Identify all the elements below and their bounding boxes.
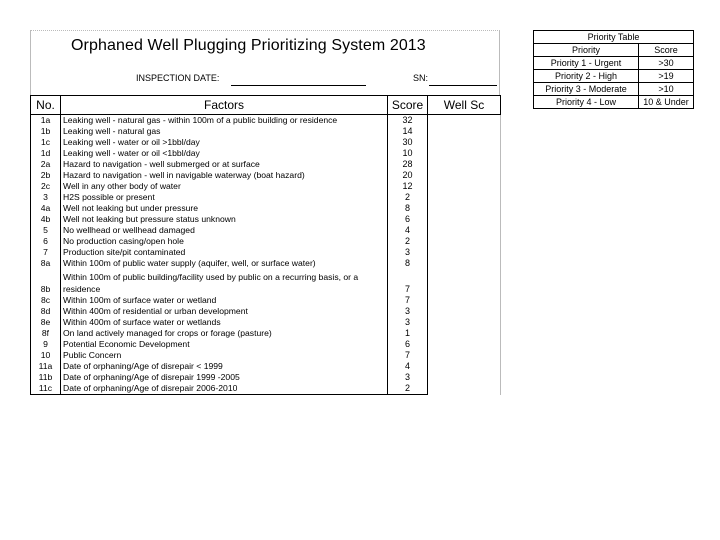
factor-score: 7: [388, 350, 428, 361]
well-score-cell[interactable]: [428, 181, 501, 192]
well-score-cell[interactable]: [428, 214, 501, 225]
factor-row: [31, 126, 501, 137]
well-score-cell[interactable]: [428, 148, 501, 159]
well-score-cell[interactable]: [428, 203, 501, 214]
factor-description: Leaking well - natural gas - within 100m of a public building or residence: [61, 115, 388, 127]
factor-score: 6: [388, 339, 428, 350]
factor-description: On land actively managed for crops or forage (pasture): [61, 328, 388, 339]
factor-score: 2: [388, 236, 428, 247]
factor-no: 2b: [31, 170, 61, 181]
factor-row: [31, 236, 501, 247]
factor-description: Well not leaking but pressure status unknown: [61, 214, 388, 225]
factor-score: 8: [388, 203, 428, 214]
well-score-cell[interactable]: [428, 269, 501, 295]
factor-no: 9: [31, 339, 61, 350]
factor-no: 6: [31, 236, 61, 247]
well-score-cell[interactable]: [428, 383, 501, 395]
factor-row: [31, 181, 501, 192]
factor-row: [31, 170, 501, 181]
factor-description: Leaking well - natural gas: [61, 126, 388, 137]
factor-score: 8: [388, 258, 428, 269]
factor-no: 2a: [31, 159, 61, 170]
factor-row: [31, 306, 501, 317]
factor-score: 12: [388, 181, 428, 192]
factor-row: [31, 115, 501, 127]
factor-score: 7: [388, 269, 428, 295]
inspection-date-field[interactable]: [231, 85, 366, 86]
well-score-cell[interactable]: [428, 258, 501, 269]
factor-no: 1a: [31, 115, 61, 127]
factor-row: [31, 192, 501, 203]
sn-field[interactable]: [429, 85, 497, 86]
factor-description: Within 100m of public water supply (aquifer, well, or surface water): [61, 258, 388, 269]
factor-score: 6: [388, 214, 428, 225]
factor-row: [31, 137, 501, 148]
priority-row-label: Priority 3 - Moderate: [534, 83, 639, 96]
factor-description: Well not leaking but under pressure: [61, 203, 388, 214]
inspection-row: [30, 67, 500, 89]
header-score: Score: [388, 96, 428, 115]
header-factors: Factors: [61, 96, 388, 115]
factor-score: 10: [388, 148, 428, 159]
factor-no: 1d: [31, 148, 61, 159]
factor-row: [31, 383, 501, 395]
factor-row: [31, 148, 501, 159]
factor-score: 1: [388, 328, 428, 339]
well-score-cell[interactable]: [428, 328, 501, 339]
factor-description: Leaking well - water or oil >1bbl/day: [61, 137, 388, 148]
factor-score: 3: [388, 247, 428, 258]
factor-no: 7: [31, 247, 61, 258]
well-score-cell[interactable]: [428, 306, 501, 317]
factor-score: 32: [388, 115, 428, 127]
factor-row: [31, 247, 501, 258]
factor-no: 8c: [31, 295, 61, 306]
priority-table: [533, 30, 694, 109]
scoring-sheet: [30, 30, 500, 395]
factor-description: Within 400m of residential or urban development: [61, 306, 388, 317]
priority-header-score: Score: [639, 44, 694, 57]
priority-header-priority: Priority: [534, 44, 639, 57]
factor-no: 5: [31, 225, 61, 236]
factor-row: [31, 339, 501, 350]
factor-description: Within 100m of public building/facility used by public on a recurring basis, or a residence: [61, 269, 388, 295]
factor-row: [31, 328, 501, 339]
priority-row-score: >19: [639, 70, 694, 83]
factor-no: 4b: [31, 214, 61, 225]
factor-score: 30: [388, 137, 428, 148]
priority-row-score: >10: [639, 83, 694, 96]
factor-no: 1c: [31, 137, 61, 148]
factor-row: [31, 372, 501, 383]
well-score-cell[interactable]: [428, 115, 501, 127]
priority-row-label: Priority 4 - Low: [534, 96, 639, 109]
factor-score: 2: [388, 192, 428, 203]
factor-score: 2: [388, 383, 428, 395]
factor-score: 3: [388, 372, 428, 383]
factor-row: [31, 317, 501, 328]
priority-row-label: Priority 2 - High: [534, 70, 639, 83]
priority-table-title: Priority Table: [534, 31, 694, 44]
factor-description: Hazard to navigation - well submerged or at surface: [61, 159, 388, 170]
factor-no: 1b: [31, 126, 61, 137]
factor-no: 8e: [31, 317, 61, 328]
well-score-cell[interactable]: [428, 295, 501, 306]
factor-row: [31, 203, 501, 214]
factor-description: Within 400m of surface water or wetlands: [61, 317, 388, 328]
page-title: Orphaned Well Plugging Prioritizing System 2013: [71, 37, 426, 54]
inspection-date-label: INSPECTION DATE:: [136, 73, 220, 83]
factor-score: 3: [388, 306, 428, 317]
factor-description: Public Concern: [61, 350, 388, 361]
priority-row-score: >30: [639, 57, 694, 70]
factor-row: [31, 159, 501, 170]
factor-no: 8d: [31, 306, 61, 317]
factor-score: 28: [388, 159, 428, 170]
well-score-cell[interactable]: [428, 236, 501, 247]
well-score-cell[interactable]: [428, 339, 501, 350]
sn-label: SN:: [413, 73, 429, 83]
factor-score: 14: [388, 126, 428, 137]
factor-row: [31, 269, 501, 295]
header-no: No.: [31, 96, 61, 115]
factor-row: [31, 225, 501, 236]
well-score-cell[interactable]: [428, 247, 501, 258]
well-score-cell[interactable]: [428, 170, 501, 181]
well-score-cell[interactable]: [428, 225, 501, 236]
well-score-cell[interactable]: [428, 372, 501, 383]
factor-description: Potential Economic Development: [61, 339, 388, 350]
factor-row: [31, 214, 501, 225]
factor-score: 4: [388, 361, 428, 372]
well-score-cell[interactable]: [428, 159, 501, 170]
well-score-cell[interactable]: [428, 350, 501, 361]
well-score-cell[interactable]: [428, 192, 501, 203]
factor-description: Within 100m of surface water or wetland: [61, 295, 388, 306]
well-score-cell[interactable]: [428, 126, 501, 137]
factor-no: 11b: [31, 372, 61, 383]
priority-row-score: 10 & Under: [639, 96, 694, 109]
factor-description: Production site/pit contaminated: [61, 247, 388, 258]
factors-body: [31, 115, 501, 395]
factor-no: 11a: [31, 361, 61, 372]
factor-description: Date of orphaning/Age of disrepair < 1999: [61, 361, 388, 372]
factor-description: H2S possible or present: [61, 192, 388, 203]
factor-row: [31, 350, 501, 361]
factor-no: 8b: [31, 269, 61, 295]
well-score-cell[interactable]: [428, 361, 501, 372]
factor-description: Well in any other body of water: [61, 181, 388, 192]
factor-no: 4a: [31, 203, 61, 214]
factor-row: [31, 295, 501, 306]
factor-description: Date of orphaning/Age of disrepair 2006-2010: [61, 383, 388, 395]
factor-no: 3: [31, 192, 61, 203]
factors-table: [30, 95, 501, 395]
factor-no: 11c: [31, 383, 61, 395]
header-well-score: Well Sc: [428, 96, 501, 115]
priority-table-container: [533, 30, 693, 109]
factor-score: 20: [388, 170, 428, 181]
factors-header-row: [31, 96, 501, 115]
factor-row: [31, 258, 501, 269]
factor-description: Leaking well - water or oil <1bbl/day: [61, 148, 388, 159]
factor-description: Hazard to navigation - well in navigable waterway (boat hazard): [61, 170, 388, 181]
factor-score: 7: [388, 295, 428, 306]
well-score-cell[interactable]: [428, 137, 501, 148]
factor-no: 8f: [31, 328, 61, 339]
factor-row: [31, 361, 501, 372]
factor-description: No wellhead or wellhead damaged: [61, 225, 388, 236]
priority-row-label: Priority 1 - Urgent: [534, 57, 639, 70]
well-score-cell[interactable]: [428, 317, 501, 328]
title-row: [30, 30, 500, 67]
factor-no: 10: [31, 350, 61, 361]
factor-score: 4: [388, 225, 428, 236]
factor-description: Date of orphaning/Age of disrepair 1999 -2005: [61, 372, 388, 383]
factor-score: 3: [388, 317, 428, 328]
factor-description: No production casing/open hole: [61, 236, 388, 247]
factor-no: 2c: [31, 181, 61, 192]
factor-no: 8a: [31, 258, 61, 269]
